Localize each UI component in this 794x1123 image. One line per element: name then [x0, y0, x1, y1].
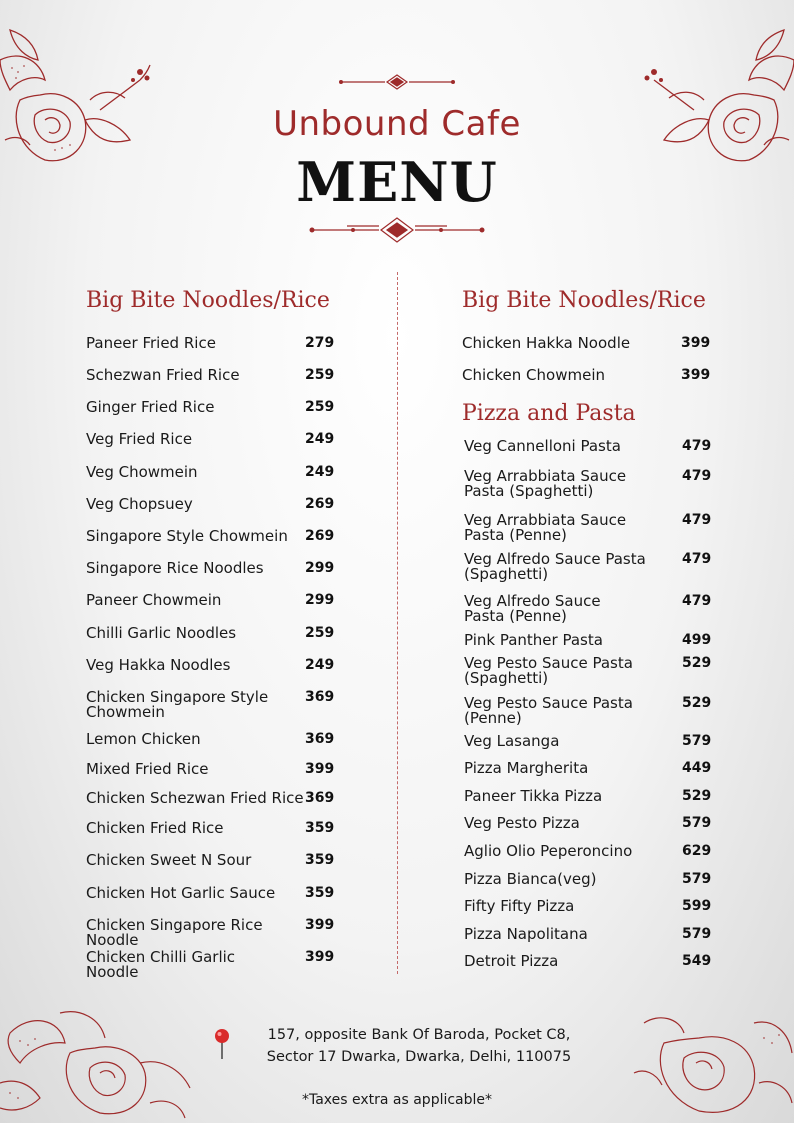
menu-item-name: Pizza Bianca(veg) [464, 870, 597, 888]
menu-item-name: Schezwan Fried Rice [86, 366, 240, 384]
menu-item-name: Veg Arrabbiata Sauce Pasta (Penne) [464, 511, 627, 544]
menu-item-price: 399 [681, 367, 711, 383]
menu-item-name: Chicken Hakka Noodle [462, 334, 631, 352]
ornament-title-icon [307, 216, 487, 244]
menu-item-name: Pizza Napolitana [464, 925, 588, 943]
ornament-top-icon [337, 72, 457, 92]
menu-item-price: 479 [682, 551, 712, 567]
menu-item-name: Chicken Sweet N Sour [86, 851, 252, 869]
menu-item-name: Veg Alfredo Sauce Pasta (Penne) [464, 592, 601, 625]
menu-item-name: Veg Chowmein [86, 463, 198, 481]
menu-item-name: Ginger Fried Rice [86, 398, 215, 416]
column-divider [397, 272, 398, 974]
menu-item-price: 249 [305, 657, 335, 673]
menu-item-price: 599 [682, 898, 712, 914]
menu-item-price: 269 [305, 496, 335, 512]
menu-item-price: 359 [305, 820, 335, 836]
menu-item-price: 249 [305, 464, 335, 480]
menu-item-name: Chicken Fried Rice [86, 819, 224, 837]
menu-item-price: 579 [682, 733, 712, 749]
menu-item-name: Chicken Hot Garlic Sauce [86, 884, 276, 902]
menu-item-name: Veg Chopsuey [86, 495, 193, 513]
menu-item-name: Veg Pesto Sauce Pasta (Penne) [464, 694, 633, 727]
address-line-1: 157, opposite Bank Of Baroda, Pocket C8, [267, 1027, 571, 1043]
menu-item-name: Chicken Chowmein [462, 366, 605, 384]
menu-item-price: 359 [305, 885, 335, 901]
menu-item-price: 299 [305, 560, 335, 576]
menu-item-price: 499 [682, 632, 712, 648]
address-line-2: Sector 17 Dwarka, Dwarka, Delhi, 110075 [266, 1049, 572, 1065]
menu-item-name: Veg Alfredo Sauce Pasta (Spaghetti) [464, 550, 646, 583]
menu-item-price: 269 [305, 528, 335, 544]
page-title: MENU [296, 150, 498, 214]
menu-item-name: Pink Panther Pasta [464, 631, 603, 649]
menu-item-name: Fifty Fifty Pizza [464, 897, 575, 915]
menu-item-price: 579 [682, 926, 712, 942]
menu-item-price: 529 [682, 655, 712, 671]
menu-item-price: 399 [305, 761, 335, 777]
menu-item-price: 369 [305, 790, 335, 806]
menu-item-name: Chicken Singapore Style Chowmein [86, 688, 269, 721]
tax-note: *Taxes extra as applicable* [301, 1092, 493, 1108]
menu-item-name: Chicken Schezwan Fried Rice [86, 789, 304, 807]
menu-item-price: 399 [681, 335, 711, 351]
menu-item-name: Veg Pesto Pizza [464, 814, 580, 832]
menu-item-name: Chicken Chilli Garlic Noodle [86, 948, 236, 981]
address [200, 1024, 600, 1068]
menu-item-name: Veg Lasanga [464, 732, 560, 750]
menu-item-name: Lemon Chicken [86, 730, 201, 748]
menu-item-price: 529 [682, 695, 712, 711]
menu-item-price: 369 [305, 689, 335, 705]
menu-item-price: 249 [305, 431, 335, 447]
menu-item-price: 399 [305, 949, 335, 965]
menu-item-name: Chilli Garlic Noodles [86, 624, 237, 642]
menu-item-price: 279 [305, 335, 335, 351]
menu-item-price: 259 [305, 625, 335, 641]
menu-item-price: 479 [682, 468, 712, 484]
menu-item-price: 449 [682, 760, 712, 776]
menu-item-price: 399 [305, 917, 335, 933]
menu-item-name: Pizza Margherita [464, 759, 589, 777]
right-section1-title: Big Bite Noodles/Rice [462, 288, 706, 313]
menu-item-name: Paneer Chowmein [86, 591, 222, 609]
cafe-name: Unbound Cafe [273, 104, 521, 144]
menu-item-name: Singapore Rice Noodles [86, 559, 264, 577]
menu-item-name: Aglio Olio Peperoncino [464, 842, 633, 860]
menu-item-price: 369 [305, 731, 335, 747]
menu-item-name: Veg Pesto Sauce Pasta (Spaghetti) [464, 654, 633, 687]
menu-item-name: Veg Fried Rice [86, 430, 193, 448]
menu-item-price: 529 [682, 788, 712, 804]
left-section-title: Big Bite Noodles/Rice [86, 288, 330, 313]
menu-item-name: Singapore Style Chowmein [86, 527, 288, 545]
menu-item-price: 579 [682, 871, 712, 887]
right-section2-title: Pizza and Pasta [462, 401, 636, 426]
menu-item-name: Veg Hakka Noodles [86, 656, 231, 674]
menu-item-name: Detroit Pizza [464, 952, 559, 970]
menu-item-price: 259 [305, 367, 335, 383]
menu-item-price: 479 [682, 593, 712, 609]
menu-item-price: 549 [682, 953, 712, 969]
menu-item-price: 259 [305, 399, 335, 415]
menu-item-name: Veg Cannelloni Pasta [464, 437, 621, 455]
menu-item-price: 299 [305, 592, 335, 608]
menu-item-price: 579 [682, 815, 712, 831]
menu-item-price: 479 [682, 512, 712, 528]
menu-item-name: Mixed Fried Rice [86, 760, 209, 778]
menu-item-name: Chicken Singapore Rice Noodle [86, 916, 263, 949]
menu-item-price: 479 [682, 438, 712, 454]
menu-item-name: Veg Arrabbiata Sauce Pasta (Spaghetti) [464, 467, 627, 500]
menu-item-price: 359 [305, 852, 335, 868]
menu-item-price: 629 [682, 843, 712, 859]
menu-item-name: Paneer Fried Rice [86, 334, 216, 352]
menu-item-name: Paneer Tikka Pizza [464, 787, 603, 805]
